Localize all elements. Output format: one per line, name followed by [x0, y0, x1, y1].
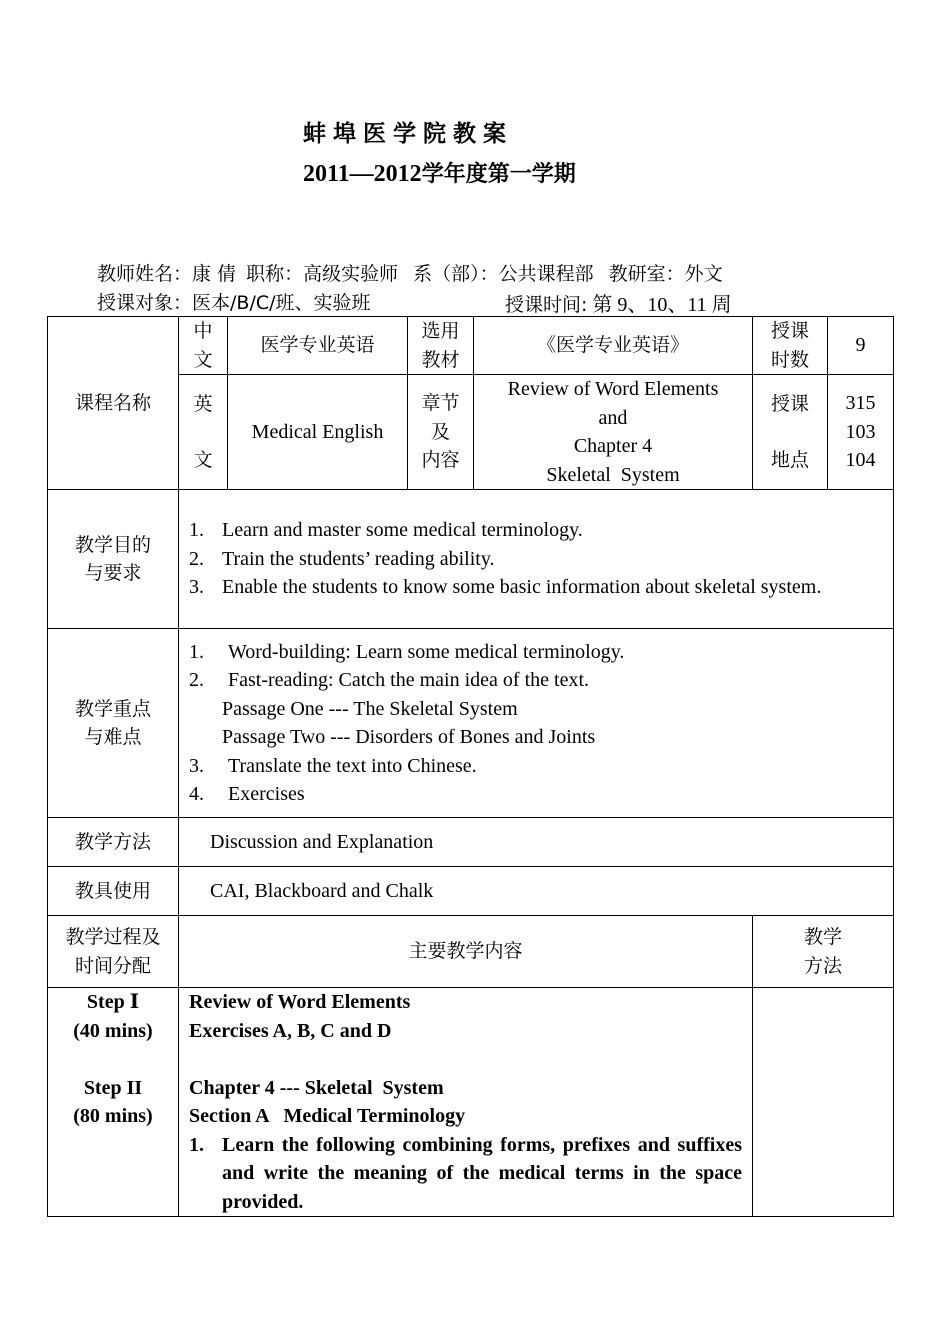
content-point: 1. Learn the following combining forms, prefixes and suffixes and write the meaning of the medical terms in the space provided.: [189, 1133, 742, 1213]
office-label: 教研室：: [608, 263, 685, 285]
content-line: Review of Word Elements: [189, 991, 411, 1013]
process-header-row: [48, 916, 894, 988]
academic-year: 2011—2012: [303, 161, 422, 187]
lesson-plan-table: [47, 316, 894, 1217]
target-value: 医本/B/C/班、实验班: [192, 292, 371, 314]
key-points-label: 教学重点 与难点: [48, 629, 179, 818]
key-points-row: [48, 629, 894, 818]
tools-row: [48, 867, 894, 916]
teacher-name: 康 倩: [192, 263, 237, 285]
key-point-item: 1. Word-building: Learn some medical terminology.: [189, 640, 625, 663]
term-label: 学年度第一学期: [421, 162, 576, 187]
objective-item: 3. Enable the students to know some basic information about skeletal system.: [189, 576, 822, 599]
teacher-label: 教师姓名：: [97, 263, 193, 285]
teaching-method-header: 教学 方法: [753, 916, 894, 988]
content-line: Chapter 4 --- Skeletal System: [189, 1076, 444, 1099]
dept-label: 系（部）：: [413, 263, 499, 285]
key-points-content: [179, 629, 894, 818]
objective-item: 2. Train the students’ reading ability.: [189, 547, 495, 570]
objective-item: 1. Learn and master some medical terminology.: [189, 519, 583, 542]
time-value: 第 9、10、11 周: [592, 294, 732, 316]
content-line: Section A Medical Terminology: [189, 1105, 466, 1127]
method-label: 教学方法: [48, 818, 179, 867]
process-method-cell: [753, 988, 894, 1217]
target-info-line: [97, 288, 732, 316]
process-row: [48, 988, 894, 1217]
school-title: 蚌埠医学院教案: [303, 121, 513, 147]
course-row-chinese: [48, 317, 894, 375]
step-one: Step Ⅰ: [86, 991, 140, 1013]
title-label: 职称：: [246, 263, 304, 285]
step-one-time: (40 mins): [73, 1019, 153, 1042]
method-row: [48, 818, 894, 867]
objectives-row: [48, 490, 894, 629]
course-english-name: Medical English: [228, 375, 408, 490]
course-name-label: 课程名称: [48, 317, 179, 490]
objectives-label: 教学目的 与要求: [48, 490, 179, 629]
dept-value: 公共课程部: [498, 263, 594, 285]
content-line: Exercises A, B, C and D: [189, 1019, 392, 1042]
key-point-item: 3. Translate the text into Chinese.: [189, 754, 477, 777]
textbook-label: 选用 教材: [408, 317, 474, 375]
time-label: 授课时间:: [505, 294, 588, 316]
place-label: 授课 地点: [753, 375, 828, 490]
key-point-item: 2. Fast-reading: Catch the main idea of the text.: [189, 669, 589, 691]
process-steps: [48, 988, 179, 1217]
office-value: 外文: [684, 263, 723, 285]
english-label: 英 文: [179, 375, 228, 490]
textbook-name: 《医学专业英语》: [474, 317, 753, 375]
chapter-label: 章节 及 内容: [408, 375, 474, 490]
title-value: 高级实验师: [303, 263, 399, 285]
process-time-header: 教学过程及 时间分配: [48, 916, 179, 988]
passage-line: Passage One --- The Skeletal System: [222, 697, 518, 720]
chapter-content: Review of Word Elements and Chapter 4 Skeletal System: [474, 375, 753, 490]
tools-label: 教具使用: [48, 867, 179, 916]
key-point-item: 4. Exercises: [189, 783, 305, 805]
hours-value: 9: [828, 317, 894, 375]
target-label: 授课对象：: [97, 292, 193, 314]
objectives-content: [179, 490, 894, 629]
tools-value: CAI, Blackboard and Chalk: [179, 867, 894, 916]
step-two: Step II: [83, 1076, 143, 1099]
hours-label: 授课 时数: [753, 317, 828, 375]
rooms: 315 103 104: [828, 375, 894, 490]
passage-line: Passage Two --- Disorders of Bones and Joints: [222, 726, 596, 748]
main-content-header: 主要教学内容: [179, 916, 753, 988]
method-value: Discussion and Explanation: [179, 818, 894, 867]
chinese-label: 中 文: [179, 317, 228, 375]
process-content: [179, 988, 753, 1217]
course-chinese-name: 医学专业英语: [228, 317, 408, 375]
teacher-info-line: [97, 259, 723, 286]
time-info: [505, 288, 732, 317]
term-title: [303, 157, 576, 188]
step-two-time: (80 mins): [73, 1105, 153, 1127]
